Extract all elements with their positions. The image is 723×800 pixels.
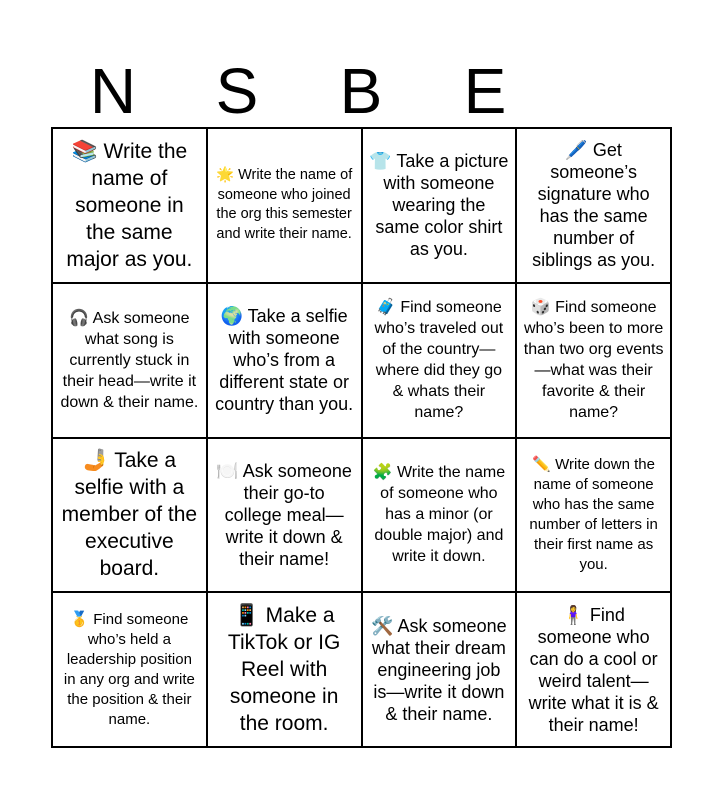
header-letter-blank	[547, 55, 671, 127]
cell-text: ✏️ Write down the name of someone who has the same number of letters in their first name as you.	[529, 455, 658, 573]
cell-text: 🎲 Find someone who’s been to more than two org events—what was their favorite & their name?	[523, 299, 664, 422]
bingo-cell-r2c3[interactable]	[363, 284, 518, 439]
cell-text: 📚 Write the name of someone in the same major as you.	[66, 139, 193, 271]
bingo-cell-r1c2[interactable]	[208, 129, 363, 284]
bingo-cell-r2c4[interactable]	[517, 284, 672, 439]
header-letter-b: B	[339, 55, 383, 127]
bingo-header	[51, 55, 671, 127]
cell-text: 📱 Make a TikTok or IG Reel with someone in the room.	[227, 604, 341, 736]
bingo-cell-r4c2[interactable]	[208, 593, 363, 748]
cell-text: 🥇 Find someone who’s held a leadership position in any org and write the position & their name.	[63, 610, 195, 728]
header-letter-e: E	[463, 55, 507, 127]
bingo-cell-r3c1[interactable]	[53, 439, 208, 594]
header-letter-n: N	[89, 55, 137, 127]
cell-text: 🛠️ Ask someone what their dream engineering job is—write it down & their name.	[371, 615, 507, 724]
bingo-cell-r1c4[interactable]	[517, 129, 672, 284]
cell-text: 🧍‍♀️ Find someone who can do a cool or weird talent—write what it is & their name!	[528, 604, 659, 735]
bingo-board	[51, 127, 672, 748]
bingo-cell-r2c2[interactable]	[208, 284, 363, 439]
cell-text: 🧩 Write the name of someone who has a minor (or double major) and write it down.	[372, 464, 506, 566]
bingo-cell-r1c3[interactable]	[363, 129, 518, 284]
bingo-cell-r3c3[interactable]	[363, 439, 518, 594]
cell-text: 🖊️ Get someone’s signature who has the same number of siblings as you.	[532, 140, 656, 271]
bingo-cell-r4c1[interactable]	[53, 593, 208, 748]
header-letter-s: S	[215, 55, 259, 127]
bingo-cell-r2c1[interactable]	[53, 284, 208, 439]
cell-text: 👕 Take a picture with someone wearing the same color shirt as you.	[369, 151, 509, 260]
cell-text: 🧳 Find someone who’s traveled out of the country—where did they go & whats their name?	[374, 299, 504, 422]
bingo-cell-r3c4[interactable]	[517, 439, 672, 594]
cell-text: 🤳 Take a selfie with a member of the executive board.	[61, 449, 198, 581]
cell-text: 🌟 Write the name of someone who joined the org this semester and write their name.	[215, 167, 353, 242]
cell-text: 🎧 Ask someone what song is currently stuck in their head—write it down & their name.	[60, 309, 199, 411]
bingo-cell-r1c1[interactable]	[53, 129, 208, 284]
bingo-cell-r4c3[interactable]	[363, 593, 518, 748]
bingo-cell-r4c4[interactable]	[517, 593, 672, 748]
cell-text: 🍽️ Ask someone their go-to college meal—write it down & their name!	[216, 460, 352, 569]
cell-text: 🌍 Take a selfie with someone who’s from a different state or country than you.	[215, 306, 354, 415]
bingo-cell-r3c2[interactable]	[208, 439, 363, 594]
